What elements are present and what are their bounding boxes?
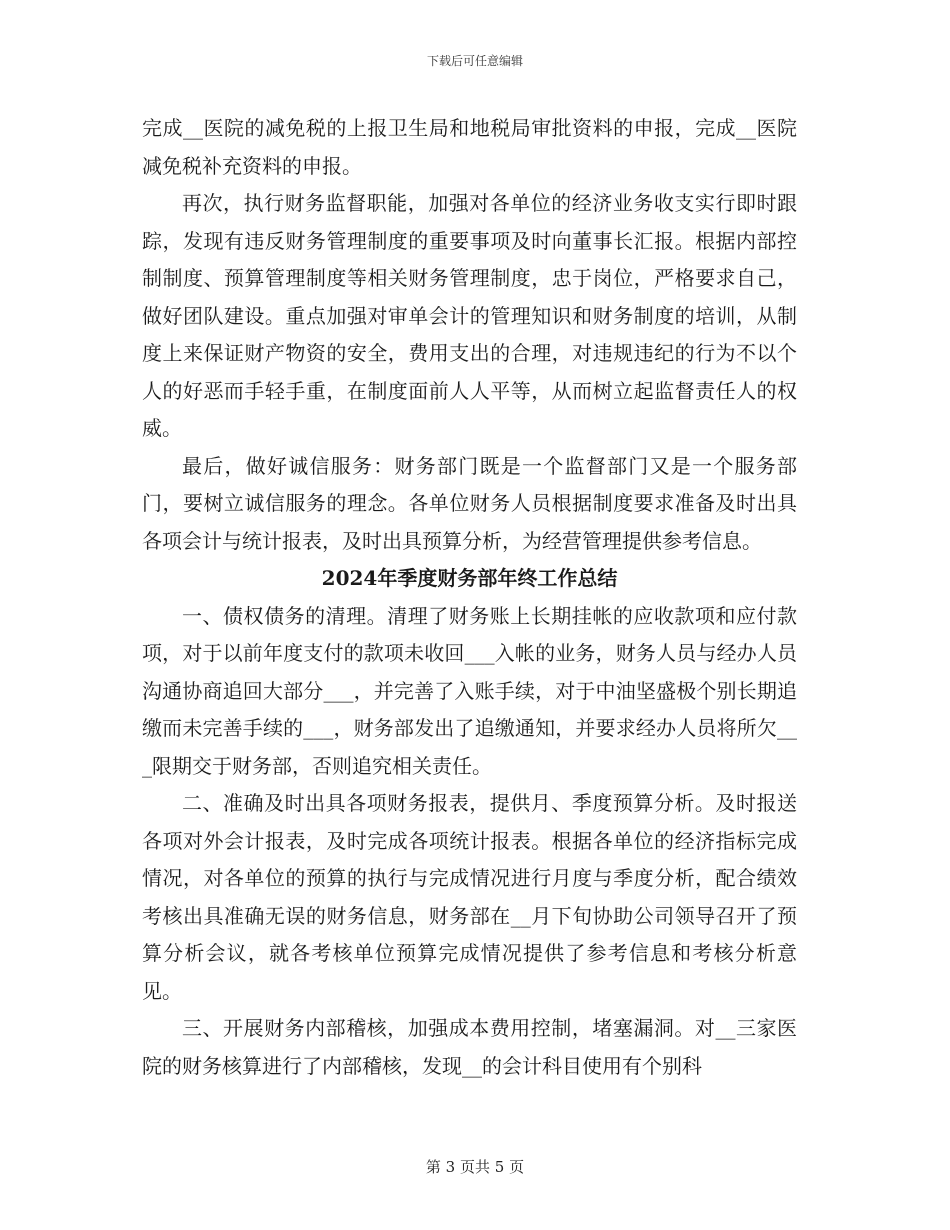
paragraph-service: 最后，做好诚信服务：财务部门既是一个监督部门又是一个服务部门，要树立诚信服务的理念。各单位财务人员根据制度要求准备及时出具各项会计与统计报表，及时出具预算分析，为经营管理提供参考信息。 [142, 453, 797, 553]
paragraph-audit: 三、开展财务内部稽核，加强成本费用控制，堵塞漏洞。对__三家医院的财务核算进行了内部稽核，发现__的会计科目使用有个别科 [142, 1016, 797, 1078]
paragraph-reports: 二、准确及时出具各项财务报表，提供月、季度预算分析。及时报送各项对外会计报表，及时完成各项统计报表。根据各单位的经济指标完成情况，对各单位的预算的执行与完成情况进行月度与季度分析，配合绩效考核出具准确无误的财务信息，财务部在__月下旬协助公司领导召开了预算分析会议，就各考核单位预算完成情况提供了参考信息和考核分析意见。 [142, 791, 797, 1003]
paragraph-debt-clearing: 一、债权债务的清理。清理了财务账上长期挂帐的应收款项和应付款项，对于以前年度支付的款项未收回___入帐的业务，财务人员与经办人员沟通协商追回大部分___，并完善了入账手续，对于中油坚盛极个别长期追缴而未完善手续的___，财务部发出了追缴通知，并要求经办人员将所欠___限期交于财务部，否则追究相关责任。 [142, 603, 797, 778]
page-header: 下载后可任意编辑 [426, 54, 523, 68]
section-title: 2024年季度财务部年终工作总结 [321, 566, 618, 590]
page-number: 第 3 页共 5 页 [425, 1158, 525, 1176]
document-body [142, 110, 797, 1085]
paragraph-continuation: 完成__医院的减免税的上报卫生局和地税局审批资料的申报，完成__医院减免税补充资料的申报。 [142, 116, 797, 178]
paragraph-supervision: 再次，执行财务监督职能，加强对各单位的经济业务收支实行即时跟踪，发现有违反财务管理制度的重要事项及时向董事长汇报。根据内部控制制度、预算管理制度等相关财务管理制度，忠于岗位，严格要求自己，做好团队建设。重点加强对审单会计的管理知识和财务制度的培训，从制度上来保证财产物资的安全，费用支出的合理，对违规违纪的行为不以个人的好恶而手轻手重，在制度面前人人平等，从而树立起监督责任人的权威。 [142, 191, 797, 440]
